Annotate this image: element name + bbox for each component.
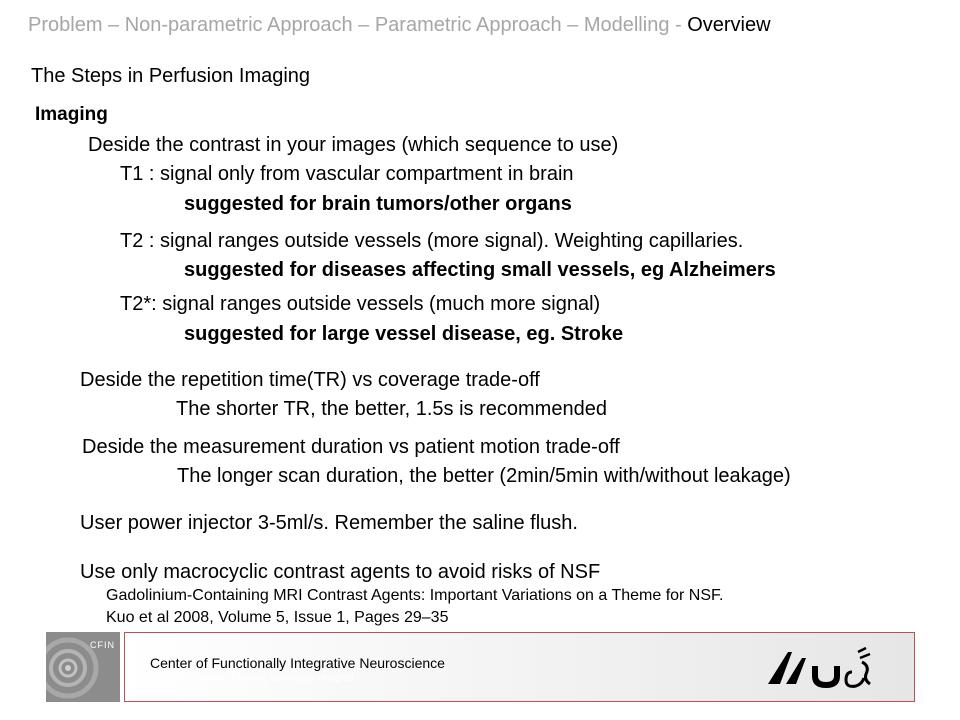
t1-suggestion: suggested for brain tumors/other organs: [184, 193, 572, 215]
t2star-line: T2*: signal ranges outside vessels (much more signal): [120, 293, 601, 315]
t2-suggestion: suggested for diseases affecting small vessels, eg Alzheimers: [184, 259, 776, 281]
aarhus-university-logo-icon: [766, 644, 886, 692]
reference-title: Gadolinium-Containing MRI Contrast Agents: Important Variations on a Theme for NSF.: [106, 587, 724, 604]
organization-subtitle: Aarhus University / Aarhus University Hospital: [150, 673, 354, 684]
t2-line: T2 : signal ranges outside vessels (more signal). Weighting capillaries.: [120, 230, 744, 252]
reference-citation: Kuo et al 2008, Volume 5, Issue 1, Pages 29–35: [106, 609, 449, 626]
imaging-heading: Imaging: [35, 104, 108, 125]
contrast-line: Deside the contrast in your images (which sequence to use): [88, 134, 619, 156]
logo-text: CFIN: [90, 640, 115, 650]
duration-line: Deside the measurement duration vs patient motion trade-off: [82, 436, 620, 458]
breadcrumb-nav: [28, 14, 771, 37]
organization-name: Center of Functionally Integrative Neuroscience: [150, 655, 445, 671]
t2star-suggestion: suggested for large vessel disease, eg. Stroke: [184, 323, 624, 345]
tr-line: Deside the repetition time(TR) vs coverage trade-off: [80, 369, 540, 391]
t1-line: T1 : signal only from vascular compartment in brain: [120, 163, 574, 185]
agents-line: Use only macrocyclic contrast agents to avoid risks of NSF: [80, 561, 601, 583]
injector-line: User power injector 3-5ml/s. Remember the saline flush.: [80, 512, 578, 534]
nav-current: Overview: [687, 14, 771, 36]
slide-subtitle: The Steps in Perfusion Imaging: [31, 65, 311, 87]
tr-detail: The shorter TR, the better, 1.5s is recommended: [176, 398, 607, 420]
duration-detail: The longer scan duration, the better (2min/5min with/without leakage): [177, 465, 791, 487]
cfin-logo: [46, 632, 120, 702]
nav-prefix: Problem – Non-parametric Approach – Parametric Approach – Modelling -: [28, 14, 688, 36]
